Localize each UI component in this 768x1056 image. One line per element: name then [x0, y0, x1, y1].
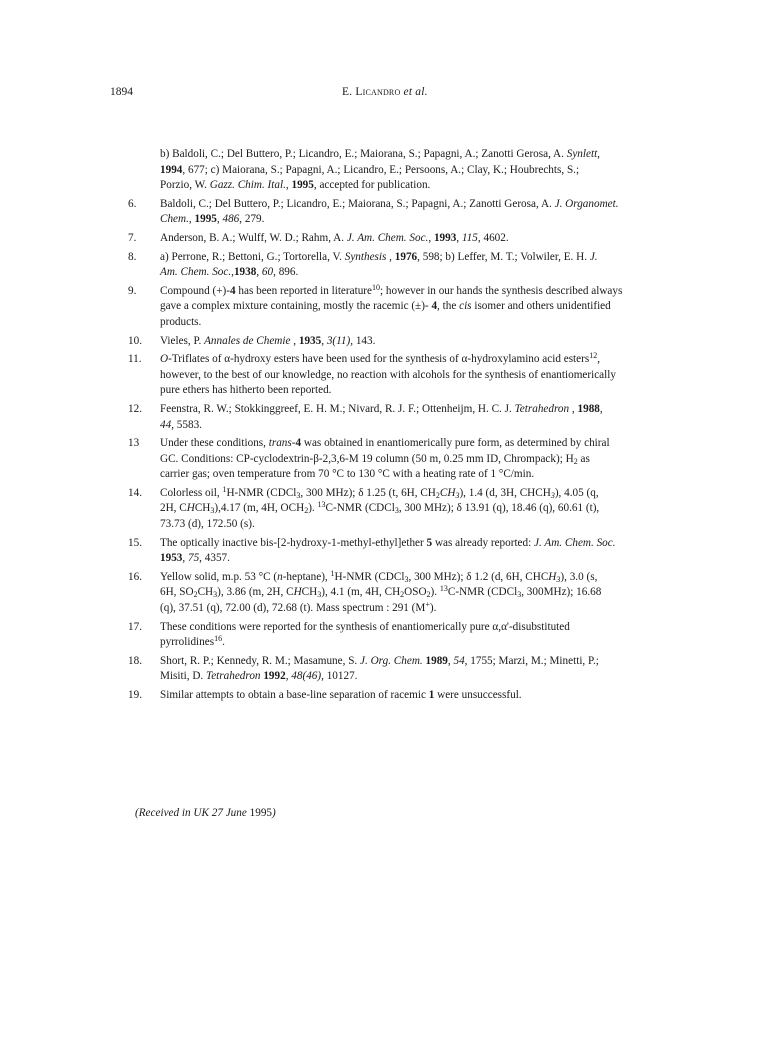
reference-16: 16. Yellow solid, m.p. 53 °C (n-heptane), $^1$H-NMR (CDCl$_3$, 300 MHz); δ 1.2 (d, 6H, $CHCH_3$), 3.0 (s, 6H, $SO_2CH_3$), 3.86 (m, 2H, $CHCH_3$), 4.1 (m, 4H, $CH_2OSO_2$). $^{13}$C-NMR (CDCl$_3$, 300MHz); 16.68 (q), 37.51 (q), 72.00 (d), 72.68 (t). Mass spectrum : 291 (M+). — [128, 568, 602, 615]
reference-8: 8. a) Perrone, R.; Bettoni, G.; Tortorella, V. Synthesis , 1976, 598; b) Leffer, M. T.; Volwiler, E. H. J. Am. Chem. Soc.,1938, 60, 896. — [128, 250, 598, 279]
reference-6: 6. Baldoli, C.; Del Buttero, P.; Licandro, E.; Maiorana, S.; Papagni, A.; Zanotti Gerosa, A. J. Organomet. Chem., 1995, 486, 279. — [128, 197, 619, 226]
reference-number: 17. — [128, 620, 142, 633]
reference-18: 18. Short, R. P.; Kennedy, R. M.; Masamune, S. J. Org. Chem. 1989, 54, 1755; Marzi, M.; Minetti, P.; Misiti, D. Tetrahedron 1992, 48(46), 10127. — [128, 654, 599, 683]
running-header — [110, 86, 670, 102]
reference-11: 11. O-Triflates of α-hydroxy esters have been used for the synthesis of α-hydroxylamino acid esters$^{12}$, however, to the best of our knowledge, no reaction with alcohols for the synthesis of enantiomerically pure ethers has hitherto been reported. — [128, 351, 616, 397]
reference-9: 9. Compound (+)-4 has been reported in literature$^{10}$; however in our hands the synthesis described always gave a complex mixture containing, mostly the racemic (±)- 4, the cis isomer and others unidentified products. — [128, 282, 623, 328]
reference-15: 15. The optically inactive bis-[2-hydroxy-1-methyl-ethyl]ether 5 was already reported: J. Am. Chem. Soc. 1953, 75, 4357. — [128, 536, 616, 565]
received-date: (Received in UK 27 June 1995) — [135, 807, 276, 819]
reference-7: 7. Anderson, B. A.; Wulff, W. D.; Rahm, A. J. Am. Chem. Soc., 1993, 115, 4602. — [128, 231, 673, 247]
reference-number: 8. — [128, 250, 137, 263]
reference-13: 13 Under these conditions, trans-4 was obtained in enantiomerically pure form, as determined by chiral GC. Conditions: CP-cyclodextrin-β-2,3,6-M 19 column (50 m, 0.25 mm ID, Chrompack); $H_2$ as carrier gas; oven temperature from 70 °C to 130 °C with a heating rate of 1 °C/min. — [128, 437, 610, 481]
et-al: et al. — [400, 86, 428, 98]
author-surname: Licandro — [355, 86, 401, 98]
reference-number: 16. — [128, 570, 142, 583]
reference-number: 15. — [128, 536, 142, 549]
reference-number: 12. — [128, 402, 142, 415]
reference-number: 9. — [128, 284, 137, 297]
running-head-author: E. Licandro et al. — [342, 86, 428, 98]
reference-number: 6. — [128, 197, 137, 210]
reference-10: 10. Vieles, P. Annales de Chemie , 1935, 3(11), 143. — [128, 334, 673, 350]
reference-5b: b) Baldoli, C.; Del Buttero, P.; Licandro, E.; Maiorana, S.; Papagni, A.; Zanotti Gerosa, A. Synlett, 1994, 677; c) Maiorana, S.; Papagni, A.; Licandro, E.; Persoons, A.; Clay, K.; Houbrechts, S.; Porzio, W. Gazz. Chim. Ital., 1995, accepted for publication. — [160, 148, 600, 192]
page-number: 1894 — [110, 86, 133, 98]
reference-number: 14. — [128, 486, 142, 499]
reference-number: 18. — [128, 654, 142, 667]
reference-17: 17. These conditions were reported for the synthesis of enantiomerically pure α,α'-disubstituted pyrrolidines$^{16}$. — [128, 620, 570, 649]
reference-14: 14. Colorless oil, $^1$H-NMR (CDCl$_3$, 300 MHz); δ 1.25 (t, 6H, $CH_2CH_3$), 1.4 (d, 3H, $CHCH_3$), 4.05 (q, 2H, $CHCH_3),4.17$ (m, 4H, $OCH_2$). $^{13}$C-NMR (CDCl$_3$, 300 MHz); δ 13.91 (q), 18.46 (q), 60.61 (t), 73.73 (d), 172.50 (s). — [128, 484, 600, 531]
reference-19: 19. Similar attempts to obtain a base-line separation of racemic 1 were unsuccessful. — [128, 688, 673, 704]
reference-12: 12. Feenstra, R. W.; Stokkinggreef, E. H. M.; Nivard, R. J. F.; Ottenheijm, H. C. J. Tetrahedron , 1988, 44, 5583. — [128, 402, 603, 431]
reference-number: 11. — [128, 353, 142, 366]
reference-number: 19. — [128, 689, 142, 701]
reference-number: 13 — [128, 437, 140, 450]
reference-number: 10. — [128, 334, 142, 347]
references-list — [128, 147, 673, 707]
reference-number: 7. — [128, 231, 137, 244]
